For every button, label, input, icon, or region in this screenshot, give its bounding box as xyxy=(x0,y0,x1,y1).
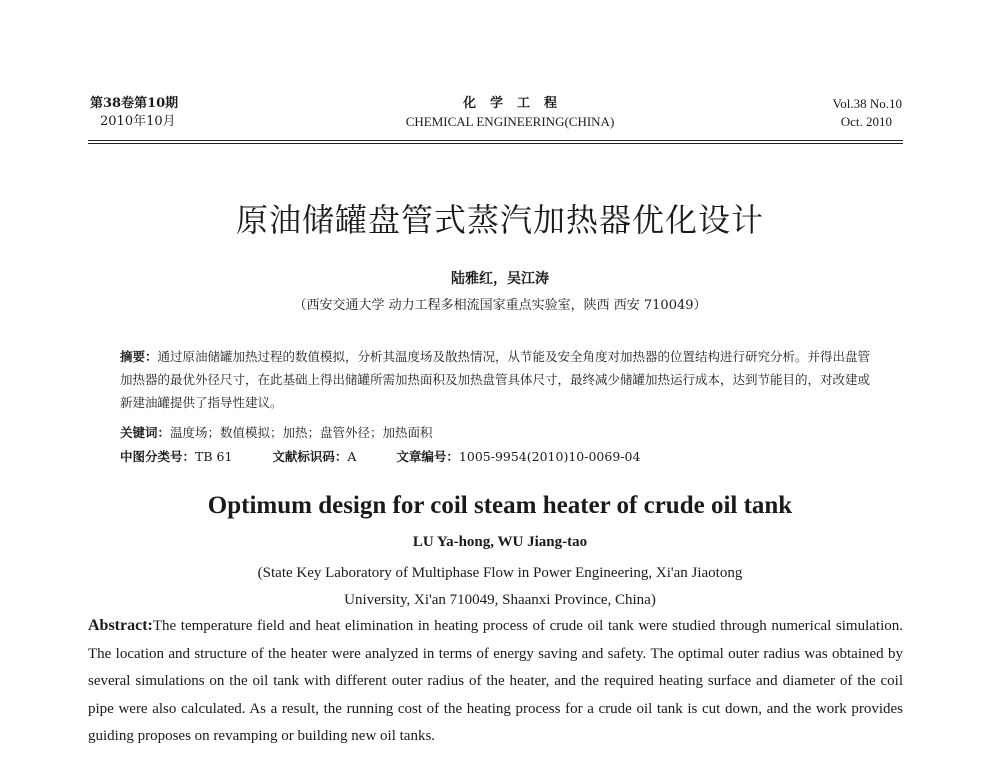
article-id-value: 1005-9954(2010)10-0069-04 xyxy=(458,449,641,464)
date-en: Oct. 2010 xyxy=(840,114,892,129)
abstract-cn-label: 摘要： xyxy=(120,349,158,364)
abstract-cn xyxy=(120,345,880,414)
affiliation-en-line1: (State Key Laboratory of Multiphase Flow in Power Engineering, Xi'an Jiaotong xyxy=(257,565,743,581)
volume-issue-en: Vol.38 No.10 xyxy=(832,96,902,111)
doc-code-value: A xyxy=(347,449,357,464)
abstract-en-label: Abstract: xyxy=(88,617,153,634)
authors-cn: 陆雅红，吴江涛 xyxy=(451,271,549,287)
article-id-label: 文章编号： xyxy=(396,449,459,464)
clc-label: 中图分类号： xyxy=(120,449,196,464)
journal-name-en: CHEMICAL ENGINEERING(CHINA) xyxy=(405,114,615,129)
keywords-cn xyxy=(120,423,880,443)
keywords-cn-text: 温度场；数值模拟；加热；盘管外径；加热面积 xyxy=(170,425,433,440)
keywords-cn-label: 关键词： xyxy=(120,425,171,440)
header-rule-thick xyxy=(88,143,903,144)
journal-issue-cn xyxy=(90,95,178,131)
journal-issue-en xyxy=(833,95,902,131)
abstract-cn-text: 通过原油储罐加热过程的数值模拟，分析其温度场及散热情况，从节能及安全角度对加热器的位置结构进行研究分析。并得出盘管加热器的最优外径尺寸，在此基础上得出储罐所需加热面积及加热盘管具体尺寸，最终减少储罐加热运行成本，达到节能目的，对改建或新建油罐提供了指导性建议。 xyxy=(120,349,871,410)
date-cn: 2010年10月 xyxy=(100,114,176,129)
classification-line xyxy=(120,447,880,467)
header-rule-thin xyxy=(88,140,903,141)
title-en: Optimum design for coil steam heater of crude oil tank xyxy=(207,492,793,519)
affiliation-en-line2: University, Xi'an 710049, Shaanxi Province, China) xyxy=(344,592,656,608)
clc-value: TB 61 xyxy=(195,449,233,464)
authors-en: LU Ya-hong, WU Jiang-tao xyxy=(412,534,588,550)
abstract-en-text: The temperature field and heat elimination in heating process of crude oil tank were studied through numerical simulation. The location and structure of the heater were analyzed in terms of energy saving and safety. The optimal outer radius was obtained by several simulations on the oil tank with different outer radius of the heater, and the required heating surface and diameter of the coil pipe were also calculated. As a result, the running cost of the heating process for a crude oil tank is cut down, and the work provides guiding proposes on revamping or building new oil tanks. xyxy=(88,618,903,744)
abstract-en xyxy=(88,612,903,751)
affiliation-cn: （西安交通大学 动力工程多相流国家重点实验室，陕西 西安 710049） xyxy=(293,298,707,313)
journal-name-cn: 化学工程 xyxy=(462,96,571,111)
title-cn: 原油储罐盘管式蒸汽加热器优化设计 xyxy=(235,201,764,239)
affiliation-en xyxy=(100,560,900,614)
volume-issue-cn: 第38卷第10期 xyxy=(90,96,179,111)
journal-name xyxy=(380,95,640,131)
doc-code-label: 文献标识码： xyxy=(272,449,348,464)
